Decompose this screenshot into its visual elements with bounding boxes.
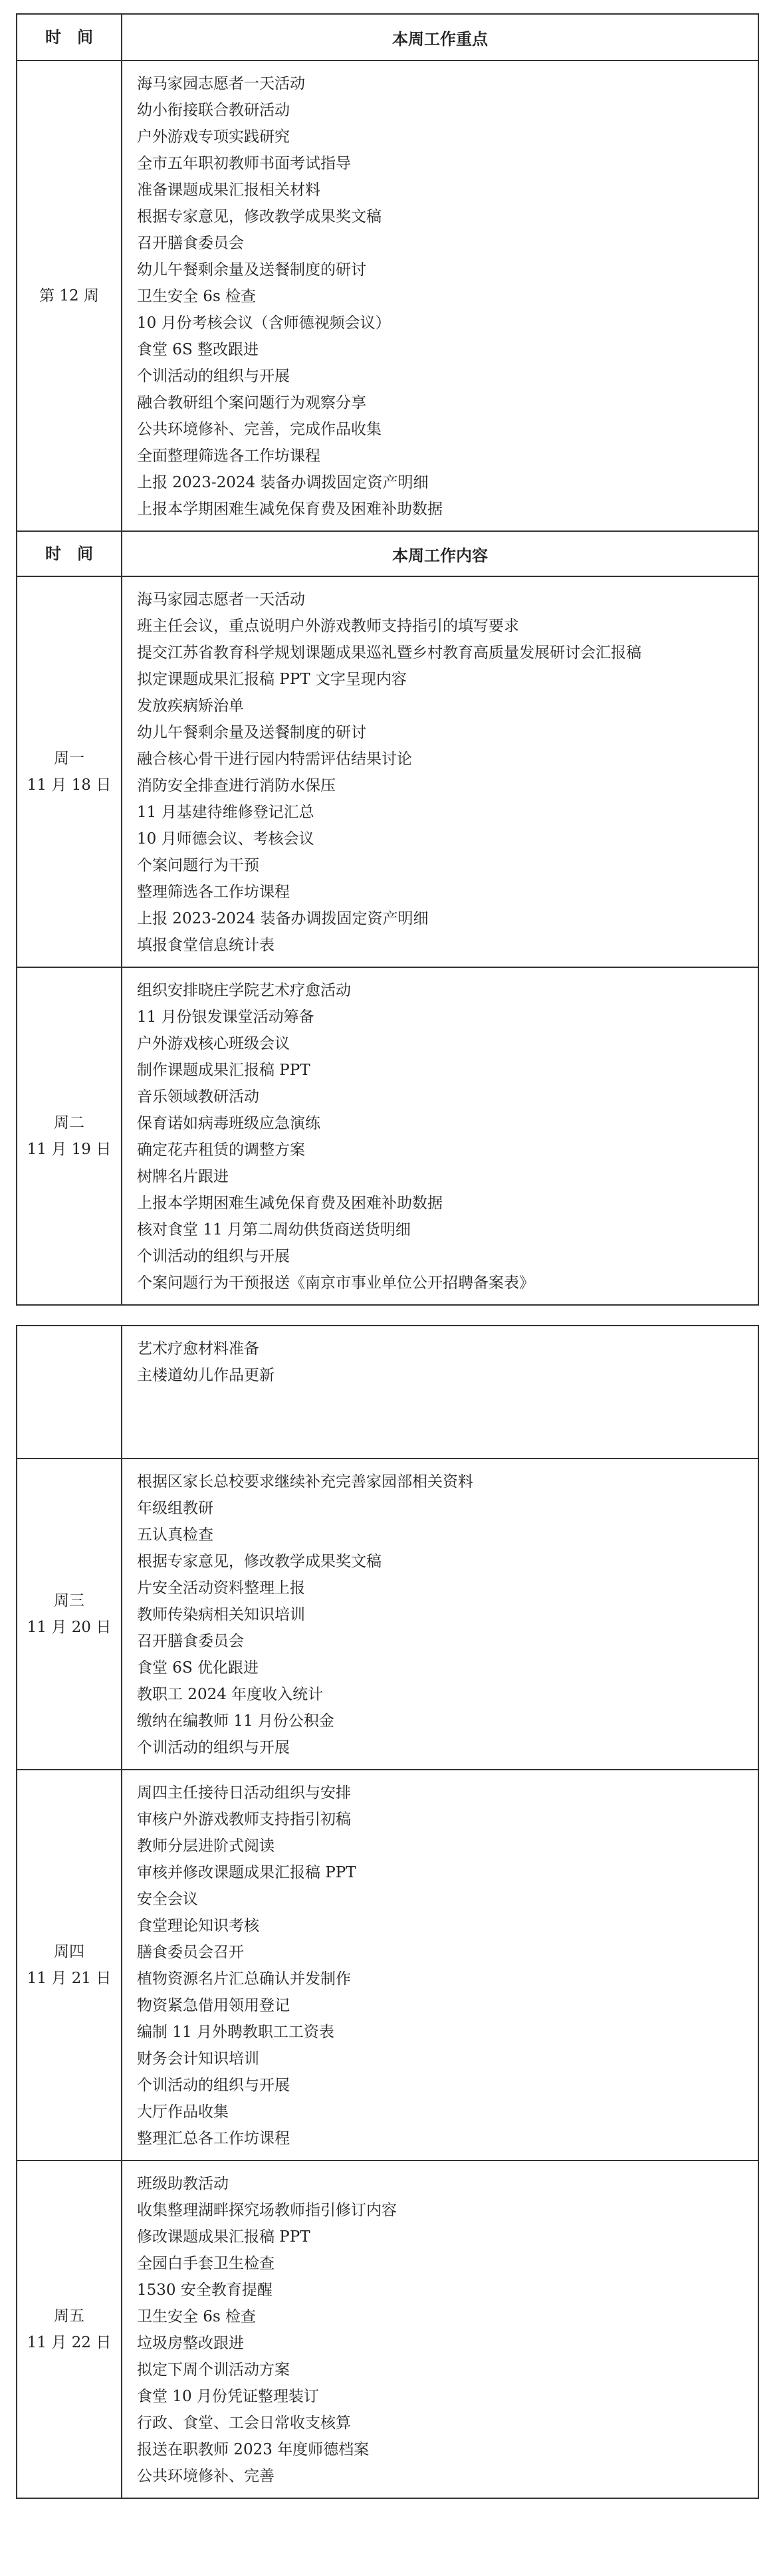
task-item: 植物资源名片汇总确认并发制作 <box>137 1970 351 1988</box>
focus-header-title: 本周工作重点 <box>392 29 488 49</box>
day-items <box>122 1770 758 2160</box>
task-item: 保育诺如病毒班级应急演练 <box>137 1115 320 1132</box>
task-item: 行政、食堂、工会日常收支核算 <box>137 2414 351 2432</box>
task-item: 个案问题行为干预 <box>137 857 259 874</box>
task-item: 食堂理论知识考核 <box>137 1917 259 1934</box>
task-item: 11 月份银发课堂活动筹备 <box>137 1008 314 1026</box>
task-item: 个训活动的组织与开展 <box>137 1739 290 1756</box>
task-item: 班主任会议，重点说明户外游戏教师支持指引的填写要求 <box>137 618 519 635</box>
date: 11 月 22 日 <box>27 2334 112 2351</box>
task-item: 个训活动的组织与开展 <box>137 368 290 385</box>
focus-items <box>122 61 758 530</box>
content-header-row <box>17 530 758 576</box>
week-number: 第 12 周 <box>39 287 99 304</box>
task-item: 确定花卉租赁的调整方案 <box>137 1141 305 1159</box>
task-item: 整理汇总各工作坊课程 <box>137 2130 290 2147</box>
time-header: 时 间 <box>17 532 122 576</box>
date: 11 月 21 日 <box>27 1970 112 1987</box>
day-label <box>17 1770 122 2160</box>
continuation-row <box>17 1326 758 1458</box>
task-item: 发放疾病矫治单 <box>137 697 244 715</box>
task-item: 财务会计知识培训 <box>137 2050 259 2067</box>
day-items <box>122 577 758 967</box>
day-row-friday <box>17 2160 758 2498</box>
task-item: 融合教研组个案问题行为观察分享 <box>137 394 366 411</box>
task-item: 年级组教研 <box>137 1500 213 1517</box>
task-item: 垃圾房整改跟进 <box>137 2335 244 2352</box>
date: 11 月 18 日 <box>27 776 112 794</box>
task-item: 审核户外游戏教师支持指引初稿 <box>137 1811 351 1828</box>
task-item: 食堂 6S 优化跟进 <box>137 1659 259 1677</box>
task-item: 10 月师德会议、考核会议 <box>137 830 314 848</box>
day-row-wednesday <box>17 1458 758 1769</box>
task-item: 全市五年职初教师书面考试指导 <box>137 155 351 172</box>
task-item: 上报 2023-2024 装备办调拨固定资产明细 <box>137 910 429 927</box>
task-item: 幼儿午餐剩余量及送餐制度的研讨 <box>137 261 366 279</box>
task-item: 全面整理筛选各工作坊课程 <box>137 447 320 465</box>
task-item: 个训活动的组织与开展 <box>137 1248 290 1265</box>
day-label <box>17 577 122 967</box>
task-item: 上报本学期困难生减免保育费及困难补助数据 <box>137 501 443 518</box>
task-item: 审核并修改课题成果汇报稿 PPT <box>137 1864 356 1881</box>
task-item: 上报 2023-2024 装备办调拨固定资产明细 <box>137 474 429 491</box>
task-item: 准备课题成果汇报相关材料 <box>137 181 320 199</box>
focus-header-row <box>17 15 758 60</box>
task-item: 召开膳食委员会 <box>137 1633 244 1650</box>
task-item: 根据专家意见，修改教学成果奖文稿 <box>137 208 382 225</box>
task-item: 安全会议 <box>137 1891 198 1908</box>
task-item: 卫生安全 6s 检查 <box>137 288 257 305</box>
day-label <box>17 2161 122 2498</box>
task-item: 11 月基建待维修登记汇总 <box>137 804 314 821</box>
task-item: 食堂 10 月份凭证整理装订 <box>137 2388 319 2405</box>
task-item: 融合核心骨干进行园内特需评估结果讨论 <box>137 751 412 768</box>
task-item: 树牌名片跟进 <box>137 1168 229 1185</box>
content-header-title: 本周工作内容 <box>392 545 488 565</box>
task-item: 提交江苏省教育科学规划课题成果巡礼暨乡村教育高质量发展研讨会汇报稿 <box>137 644 641 661</box>
task-item: 制作课题成果汇报稿 PPT <box>137 1062 310 1079</box>
task-item: 卫生安全 6s 检查 <box>137 2308 257 2325</box>
task-item: 全园白手套卫生检查 <box>137 2255 275 2272</box>
task-item: 组织安排晓庄学院艺术疗愈活动 <box>137 982 351 999</box>
task-item: 海马家园志愿者一天活动 <box>137 591 305 608</box>
task-item: 艺术疗愈材料准备 <box>137 1340 259 1357</box>
task-item: 食堂 6S 整改跟进 <box>137 341 259 358</box>
day-items <box>122 1459 758 1769</box>
task-item: 片安全活动资料整理上报 <box>137 1580 305 1597</box>
day-row-thursday <box>17 1769 758 2160</box>
day-row-monday <box>17 576 758 967</box>
weekday: 周五 <box>54 2307 84 2325</box>
continuation-items <box>122 1326 758 1458</box>
task-item: 户外游戏专项实践研究 <box>137 128 290 146</box>
weekday: 周三 <box>54 1592 84 1609</box>
week-label <box>17 61 122 530</box>
task-item: 五认真检查 <box>137 1526 213 1544</box>
task-item: 整理筛选各工作坊课程 <box>137 883 290 901</box>
weekday: 周二 <box>54 1114 84 1131</box>
task-item: 音乐领域教研活动 <box>137 1088 259 1106</box>
task-item: 物资紧急借用领用登记 <box>137 1997 290 2014</box>
task-item: 修改课题成果汇报稿 PPT <box>137 2228 310 2246</box>
task-item: 召开膳食委员会 <box>137 235 244 252</box>
time-header: 时 间 <box>17 15 122 60</box>
day-label <box>17 1459 122 1769</box>
task-item: 公共环境修补、完善，完成作品收集 <box>137 421 382 438</box>
task-item: 消防安全排查进行消防水保压 <box>137 777 336 794</box>
task-item: 核对食堂 11 月第二周幼供货商送货明细 <box>137 1221 411 1238</box>
task-item: 班级助教活动 <box>137 2175 229 2192</box>
task-item: 个训活动的组织与开展 <box>137 2077 290 2094</box>
day-items <box>122 968 758 1304</box>
task-item: 户外游戏核心班级会议 <box>137 1035 290 1052</box>
task-item: 公共环境修补、完善 <box>137 2468 275 2485</box>
task-item: 教师传染病相关知识培训 <box>137 1606 305 1623</box>
task-item: 拟定下周个训活动方案 <box>137 2361 290 2379</box>
day-row-tuesday <box>17 967 758 1304</box>
task-item: 根据区家长总校要求继续补充完善家园部相关资料 <box>137 1473 473 1490</box>
day-label <box>17 968 122 1304</box>
task-item: 幼小衔接联合教研活动 <box>137 102 290 119</box>
task-item: 收集整理湖畔探究场教师指引修订内容 <box>137 2202 397 2219</box>
task-item: 教师分层进阶式阅读 <box>137 1837 275 1855</box>
task-item: 幼儿午餐剩余量及送餐制度的研讨 <box>137 724 366 741</box>
task-item: 根据专家意见，修改教学成果奖文稿 <box>137 1553 382 1570</box>
date: 11 月 19 日 <box>27 1141 112 1158</box>
task-item: 拟定课题成果汇报稿 PPT 文字呈现内容 <box>137 671 407 688</box>
task-item: 主楼道幼儿作品更新 <box>137 1367 275 1384</box>
task-item: 周四主任接待日活动组织与安排 <box>137 1784 351 1802</box>
task-item: 填报食堂信息统计表 <box>137 937 275 954</box>
task-item: 编制 11 月外聘教职工工资表 <box>137 2024 334 2041</box>
schedule-table-2 <box>16 1325 759 2499</box>
task-item: 上报本学期困难生减免保育费及困难补助数据 <box>137 1195 443 1212</box>
task-item: 海马家园志愿者一天活动 <box>137 75 305 92</box>
weekday: 周四 <box>54 1943 84 1960</box>
continuation-label <box>17 1326 122 1458</box>
schedule-table-1 <box>16 13 759 1306</box>
task-item: 报送在职教师 2023 年度师德档案 <box>137 2441 370 2458</box>
task-item: 个案问题行为干预报送《南京市事业单位公开招聘备案表》 <box>137 1274 534 1292</box>
task-item: 1530 安全教育提醒 <box>137 2282 273 2299</box>
day-items <box>122 2161 758 2498</box>
task-item: 大厅作品收集 <box>137 2103 229 2121</box>
weekday: 周一 <box>54 750 84 767</box>
week-focus-row <box>17 60 758 530</box>
date: 11 月 20 日 <box>27 1619 112 1636</box>
task-item: 缴纳在编教师 11 月份公积金 <box>137 1712 334 1730</box>
task-item: 10 月份考核会议（含师德视频会议） <box>137 314 391 332</box>
task-item: 膳食委员会召开 <box>137 1944 244 1961</box>
task-item: 教职工 2024 年度收入统计 <box>137 1686 324 1703</box>
